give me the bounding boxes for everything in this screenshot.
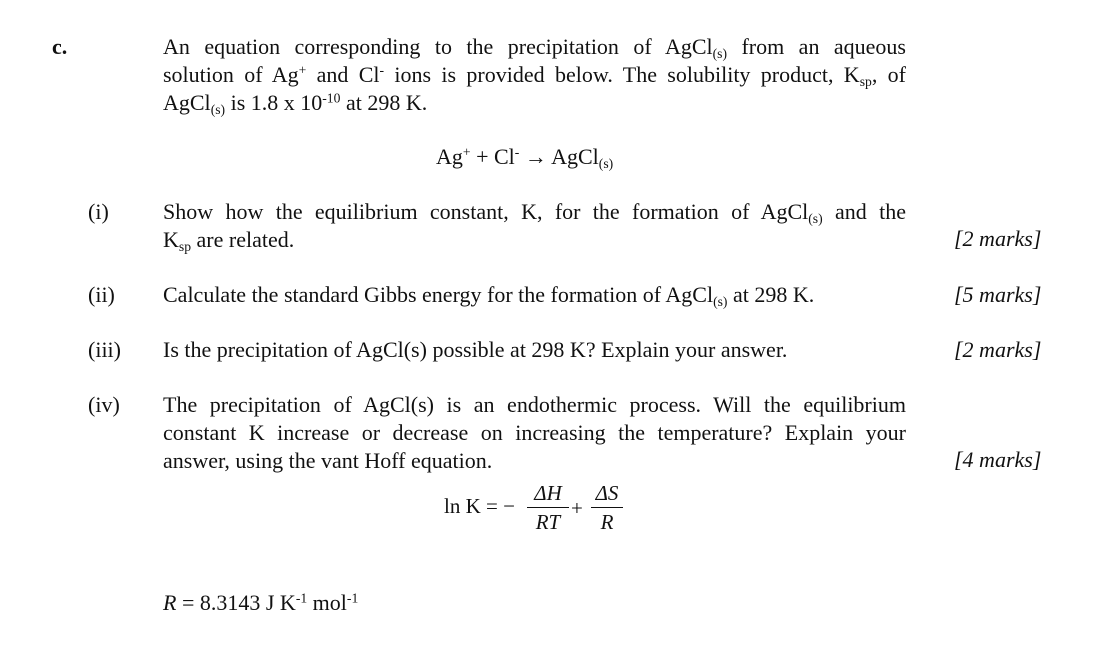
fraction-bar [527, 507, 569, 508]
fraction-dh-rt [527, 480, 569, 535]
marks-iii: [2 marks] [954, 337, 1042, 362]
fraction-bar [591, 507, 623, 508]
question-label-iv: (iv) [88, 392, 120, 417]
marks-iv: [4 marks] [954, 447, 1042, 472]
fraction-ds-r [591, 480, 623, 535]
gas-constant: R = 8.3143 J $K^{-1}$ mol$^{-1}$ [163, 590, 359, 615]
marks-i: [2 marks] [954, 226, 1042, 251]
question-iii-line-1: Is the precipitation of AgCl(s) possible at 298 K? Explain your answer. [163, 337, 788, 362]
part-label: c. [52, 34, 68, 59]
intro-line-1: An equation corresponding to the precipitation of AgCl$_{(s)}$ from an aqueous [163, 34, 906, 61]
reaction-equation: Ag+ + Cl- → AgCl$_{(s)}$ [436, 144, 614, 171]
question-label-i: (i) [88, 199, 109, 224]
fraction-numerator: ΔS [595, 481, 619, 505]
equation-plus: + [571, 496, 583, 520]
question-iv-line-2: constant K increase or decrease on increasing the temperature? Explain your [163, 420, 906, 445]
question-label-iii: (iii) [88, 337, 121, 362]
question-iv-line-3: answer, using the vant Hoff equation. [163, 448, 493, 473]
question-i-line-1: Show how the equilibrium constant, K, for the formation of AgCl$_{(s)}$ and the [163, 199, 906, 226]
intro-line-2: solution of Ag+ and Cl- ions is provided below. The solubility product, $K_{sp}$, of [163, 62, 906, 89]
question-iv-line-1: The precipitation of AgCl(s) is an endothermic process. Will the equilibrium [163, 392, 906, 417]
fraction-numerator: ΔH [534, 481, 562, 505]
question-label-ii: (ii) [88, 282, 115, 307]
fraction-denominator: RT [535, 510, 561, 534]
marks-ii: [5 marks] [954, 282, 1042, 307]
intro-line-3: AgCl$_{(s)}$ is 1.8 x $10^{-10}$ at 298 K. [163, 90, 428, 117]
fraction-denominator: R [600, 510, 614, 534]
equation-lhs: ln K = − [444, 494, 515, 518]
question-ii-line-1: Calculate the standard Gibbs energy for the formation of AgCl$_{(s)}$ at 298 K. [163, 282, 815, 309]
question-i-line-2: $K_{sp}$ are related. [163, 227, 295, 254]
